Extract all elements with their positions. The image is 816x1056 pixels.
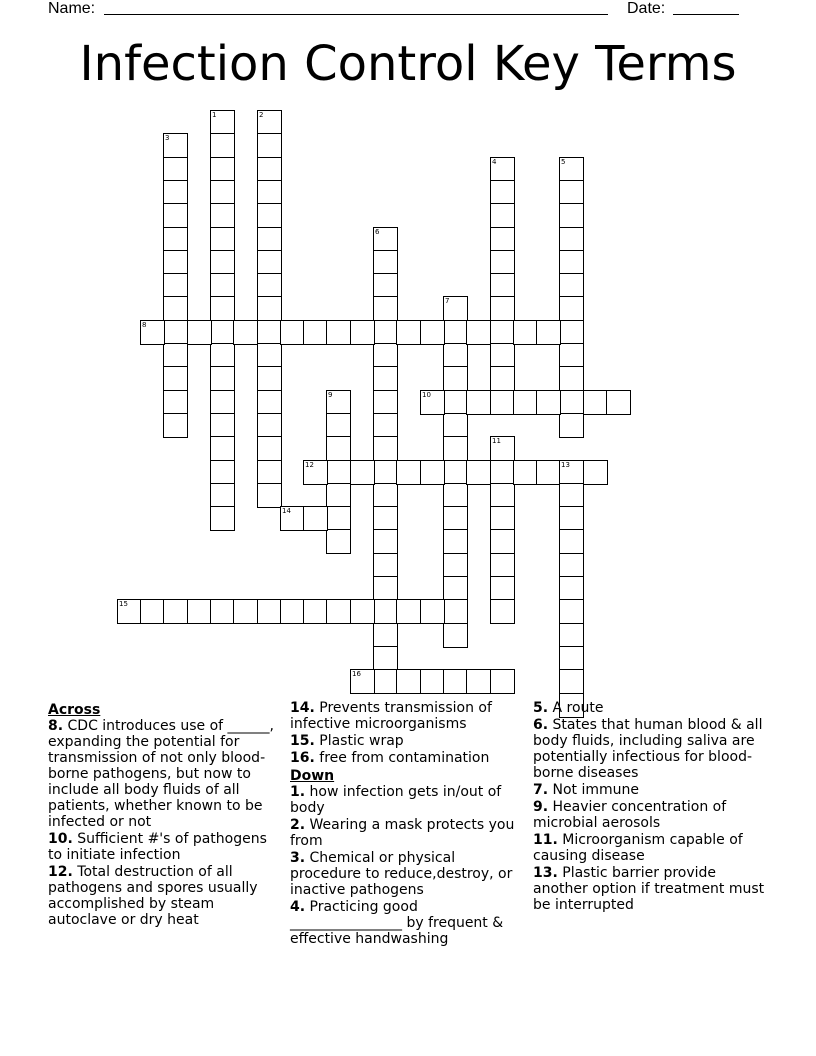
grid-cell[interactable]	[559, 529, 584, 554]
grid-cell[interactable]	[210, 133, 235, 158]
clue-number: 7	[445, 297, 450, 305]
clue-number: 4	[492, 158, 497, 166]
clues-column-2	[290, 700, 526, 948]
grid-cell[interactable]	[559, 599, 584, 624]
grid-cell[interactable]	[490, 273, 515, 298]
grid-cell[interactable]	[326, 506, 351, 531]
grid-cell[interactable]	[210, 320, 235, 345]
grid-cell[interactable]	[373, 483, 398, 508]
grid-cell[interactable]	[257, 599, 282, 624]
grid-cell[interactable]	[163, 390, 188, 415]
grid-cell[interactable]	[466, 460, 491, 485]
grid-cell[interactable]	[420, 390, 445, 415]
clues-column-1	[48, 700, 276, 929]
grid-cell[interactable]	[303, 599, 328, 624]
grid-cell[interactable]	[420, 460, 445, 485]
grid-cell[interactable]	[303, 320, 328, 345]
grid-cell[interactable]	[536, 320, 561, 345]
grid-cell[interactable]	[280, 599, 305, 624]
grid-cell[interactable]	[536, 460, 561, 485]
grid-cell[interactable]	[163, 343, 188, 368]
grid-cell[interactable]	[326, 390, 351, 415]
grid-cell[interactable]	[257, 157, 282, 182]
grid-cell[interactable]	[490, 366, 515, 391]
across-heading: Across	[48, 702, 101, 718]
grid-cell[interactable]	[210, 110, 235, 135]
grid-cell[interactable]	[559, 296, 584, 321]
grid-cell[interactable]	[396, 320, 421, 345]
grid-cell[interactable]	[373, 320, 398, 345]
grid-cell[interactable]	[443, 576, 468, 601]
grid-cell[interactable]	[373, 390, 398, 415]
grid-cell[interactable]	[559, 413, 584, 438]
grid-cell[interactable]	[303, 460, 328, 485]
grid-cell[interactable]	[140, 320, 165, 345]
grid-cell[interactable]	[443, 669, 468, 694]
grid-cell[interactable]	[210, 296, 235, 321]
grid-cell[interactable]	[466, 390, 491, 415]
clue-down-1: 1. how infection gets in/out of body	[290, 784, 502, 816]
date-line	[673, 14, 739, 15]
grid-cell[interactable]	[396, 669, 421, 694]
grid-cell[interactable]	[373, 296, 398, 321]
grid-cell[interactable]	[373, 273, 398, 298]
clue-number: 13	[561, 461, 570, 469]
clue-down-5: 5. A route	[533, 700, 604, 716]
grid-cell[interactable]	[559, 366, 584, 391]
grid-cell[interactable]	[233, 320, 258, 345]
grid-cell[interactable]	[536, 390, 561, 415]
grid-cell[interactable]	[583, 460, 608, 485]
grid-cell[interactable]	[490, 669, 515, 694]
grid-cell[interactable]	[583, 390, 608, 415]
grid-cell[interactable]	[490, 180, 515, 205]
clue-number: 9	[328, 391, 333, 399]
grid-cell[interactable]	[326, 413, 351, 438]
grid-cell[interactable]	[513, 390, 538, 415]
grid-cell[interactable]	[559, 553, 584, 578]
grid-cell[interactable]	[466, 320, 491, 345]
grid-cell[interactable]	[350, 460, 375, 485]
grid-cell[interactable]	[163, 599, 188, 624]
clue-down-11: 11. Microorganism capable of causing disease	[533, 832, 743, 864]
clue-number: 12	[305, 461, 314, 469]
grid-cell[interactable]	[163, 203, 188, 228]
grid-cell[interactable]	[443, 599, 468, 624]
grid-cell[interactable]	[350, 599, 375, 624]
grid-cell[interactable]	[326, 483, 351, 508]
clue-down-6: 6. States that human blood & all body fluids, including saliva are potentially infectious for blood-borne diseases	[533, 717, 763, 781]
clues-column-3	[533, 700, 769, 914]
grid-cell[interactable]	[373, 436, 398, 461]
grid-cell[interactable]	[257, 390, 282, 415]
grid-cell[interactable]	[373, 669, 398, 694]
grid-cell[interactable]	[257, 273, 282, 298]
grid-cell[interactable]	[257, 320, 282, 345]
clue-across-8: 8. CDC introduces use of ______, expanding the potential for transmission of not only blood-borne pathogens, but now to include all body fluids of all patients, whether known to be infected or not	[48, 718, 275, 830]
grid-cell[interactable]	[490, 599, 515, 624]
grid-cell[interactable]	[163, 320, 188, 345]
grid-cell[interactable]	[490, 529, 515, 554]
grid-cell[interactable]	[559, 576, 584, 601]
clue-number: 14	[282, 507, 291, 515]
clue-number: 5	[561, 158, 566, 166]
grid-cell[interactable]	[373, 460, 398, 485]
grid-cell[interactable]	[443, 506, 468, 531]
grid-cell[interactable]	[373, 366, 398, 391]
grid-cell[interactable]	[326, 320, 351, 345]
grid-cell[interactable]	[326, 599, 351, 624]
grid-cell[interactable]	[373, 576, 398, 601]
clue-number: 6	[375, 228, 380, 236]
grid-cell[interactable]	[210, 413, 235, 438]
grid-cell[interactable]	[420, 669, 445, 694]
grid-cell[interactable]	[443, 343, 468, 368]
grid-cell[interactable]	[513, 320, 538, 345]
grid-cell[interactable]	[559, 343, 584, 368]
grid-cell[interactable]	[210, 250, 235, 275]
grid-cell[interactable]	[490, 483, 515, 508]
grid-cell[interactable]	[490, 553, 515, 578]
name-line	[104, 14, 608, 15]
clue-number: 2	[259, 111, 264, 119]
grid-cell[interactable]	[210, 227, 235, 252]
grid-cell[interactable]	[140, 599, 165, 624]
grid-cell[interactable]	[490, 157, 515, 182]
clue-number: 15	[119, 600, 128, 608]
name-label: Name:	[48, 0, 96, 17]
grid-cell[interactable]	[257, 250, 282, 275]
clue-number: 10	[422, 391, 431, 399]
grid-cell[interactable]	[513, 460, 538, 485]
grid-cell[interactable]	[163, 250, 188, 275]
grid-cell[interactable]	[163, 227, 188, 252]
grid-cell[interactable]	[443, 366, 468, 391]
grid-cell[interactable]	[559, 250, 584, 275]
grid-cell[interactable]	[163, 296, 188, 321]
grid-cell[interactable]	[490, 506, 515, 531]
grid-cell[interactable]	[373, 413, 398, 438]
grid-cell[interactable]	[257, 343, 282, 368]
grid-cell[interactable]	[257, 483, 282, 508]
clue-down-4: 4. Practicing good ________________ by frequent & effective handwashing	[290, 899, 504, 947]
clue-across-16: 16. free from contamination	[290, 750, 490, 766]
grid-cell[interactable]	[163, 273, 188, 298]
grid-cell[interactable]	[490, 436, 515, 461]
grid-cell[interactable]	[443, 413, 468, 438]
grid-cell[interactable]	[373, 646, 398, 671]
grid-cell[interactable]	[443, 553, 468, 578]
grid-cell[interactable]	[303, 506, 328, 531]
grid-cell[interactable]	[117, 599, 142, 624]
grid-cell[interactable]	[559, 157, 584, 182]
grid-cell[interactable]	[373, 599, 398, 624]
grid-cell[interactable]	[559, 203, 584, 228]
grid-cell[interactable]	[187, 320, 212, 345]
down-heading: Down	[290, 768, 335, 784]
grid-cell[interactable]	[210, 366, 235, 391]
grid-cell[interactable]	[420, 599, 445, 624]
grid-cell[interactable]	[210, 436, 235, 461]
grid-cell[interactable]	[257, 203, 282, 228]
grid-cell[interactable]	[443, 483, 468, 508]
grid-cell[interactable]	[559, 273, 584, 298]
grid-cell[interactable]	[490, 343, 515, 368]
grid-cell[interactable]	[233, 599, 258, 624]
grid-cell[interactable]	[326, 529, 351, 554]
grid-cell[interactable]	[163, 413, 188, 438]
grid-cell[interactable]	[443, 296, 468, 321]
grid-cell[interactable]	[443, 529, 468, 554]
clue-down-3: 3. Chemical or physical procedure to reduce,destroy, or inactive pathogens	[290, 850, 513, 898]
grid-cell[interactable]	[210, 460, 235, 485]
grid-cell[interactable]	[559, 483, 584, 508]
grid-cell[interactable]	[210, 390, 235, 415]
grid-cell[interactable]	[443, 320, 468, 345]
grid-cell[interactable]	[257, 133, 282, 158]
clue-across-15: 15. Plastic wrap	[290, 733, 404, 749]
grid-cell[interactable]	[257, 296, 282, 321]
grid-cell[interactable]	[373, 506, 398, 531]
grid-cell[interactable]	[326, 460, 351, 485]
clue-across-12: 12. Total destruction of all pathogens and spores usually accomplished by steam autoclave or dry heat	[48, 864, 258, 928]
grid-cell[interactable]	[163, 366, 188, 391]
grid-cell[interactable]	[257, 460, 282, 485]
grid-cell[interactable]	[210, 506, 235, 531]
page-title: Infection Control Key Terms	[79, 36, 737, 92]
grid-cell[interactable]	[466, 669, 491, 694]
grid-cell[interactable]	[559, 227, 584, 252]
clue-across-10: 10. Sufficient #'s of pathogens to initiate infection	[48, 831, 267, 863]
grid-cell[interactable]	[490, 227, 515, 252]
grid-cell[interactable]	[559, 320, 584, 345]
grid-cell[interactable]	[257, 110, 282, 135]
grid-cell[interactable]	[257, 436, 282, 461]
clue-number: 8	[142, 321, 147, 329]
grid-cell[interactable]	[490, 390, 515, 415]
grid-cell[interactable]	[373, 227, 398, 252]
grid-cell[interactable]	[373, 529, 398, 554]
grid-cell[interactable]	[210, 483, 235, 508]
grid-cell[interactable]	[350, 320, 375, 345]
grid-cell[interactable]	[163, 157, 188, 182]
grid-cell[interactable]	[373, 250, 398, 275]
grid-cell[interactable]	[396, 599, 421, 624]
grid-cell[interactable]	[443, 390, 468, 415]
grid-cell[interactable]	[373, 553, 398, 578]
grid-cell[interactable]	[257, 366, 282, 391]
clue-down-9: 9. Heavier concentration of microbial aerosols	[533, 799, 727, 831]
grid-cell[interactable]	[490, 320, 515, 345]
clue-across-14: 14. Prevents transmission of infective microorganisms	[290, 700, 492, 732]
grid-cell[interactable]	[326, 436, 351, 461]
grid-cell[interactable]	[559, 390, 584, 415]
grid-cell[interactable]	[443, 460, 468, 485]
grid-cell[interactable]	[257, 180, 282, 205]
clue-number: 16	[352, 670, 361, 678]
grid-cell[interactable]	[559, 180, 584, 205]
clue-number: 1	[212, 111, 217, 119]
grid-cell[interactable]	[163, 180, 188, 205]
clue-number: 3	[165, 134, 170, 142]
grid-cell[interactable]	[396, 460, 421, 485]
grid-cell[interactable]	[187, 599, 212, 624]
grid-cell[interactable]	[373, 623, 398, 648]
grid-cell[interactable]	[490, 460, 515, 485]
grid-cell[interactable]	[163, 133, 188, 158]
grid-cell[interactable]	[210, 157, 235, 182]
grid-cell[interactable]	[559, 623, 584, 648]
grid-cell[interactable]	[210, 273, 235, 298]
grid-cell[interactable]	[559, 460, 584, 485]
grid-cell[interactable]	[210, 203, 235, 228]
grid-cell[interactable]	[443, 436, 468, 461]
clue-number: 11	[492, 437, 501, 445]
grid-cell[interactable]	[490, 250, 515, 275]
grid-cell[interactable]	[490, 296, 515, 321]
clue-down-7: 7. Not immune	[533, 782, 640, 798]
date-label: Date:	[627, 0, 666, 17]
grid-cell[interactable]	[210, 599, 235, 624]
grid-cell[interactable]	[420, 320, 445, 345]
grid-cell[interactable]	[443, 623, 468, 648]
grid-cell[interactable]	[559, 646, 584, 671]
clue-down-13: 13. Plastic barrier provide another option if treatment must be interrupted	[533, 865, 765, 913]
grid-cell[interactable]	[559, 669, 584, 694]
grid-cell[interactable]	[490, 576, 515, 601]
grid-cell[interactable]	[280, 506, 305, 531]
grid-cell[interactable]	[280, 320, 305, 345]
grid-cell[interactable]	[350, 669, 375, 694]
grid-cell[interactable]	[257, 227, 282, 252]
grid-cell[interactable]	[559, 506, 584, 531]
grid-cell[interactable]	[210, 343, 235, 368]
grid-cell[interactable]	[210, 180, 235, 205]
grid-cell[interactable]	[490, 203, 515, 228]
grid-cell[interactable]	[606, 390, 631, 415]
clue-down-2: 2. Wearing a mask protects you from	[290, 817, 515, 849]
grid-cell[interactable]	[373, 343, 398, 368]
grid-cell[interactable]	[257, 413, 282, 438]
